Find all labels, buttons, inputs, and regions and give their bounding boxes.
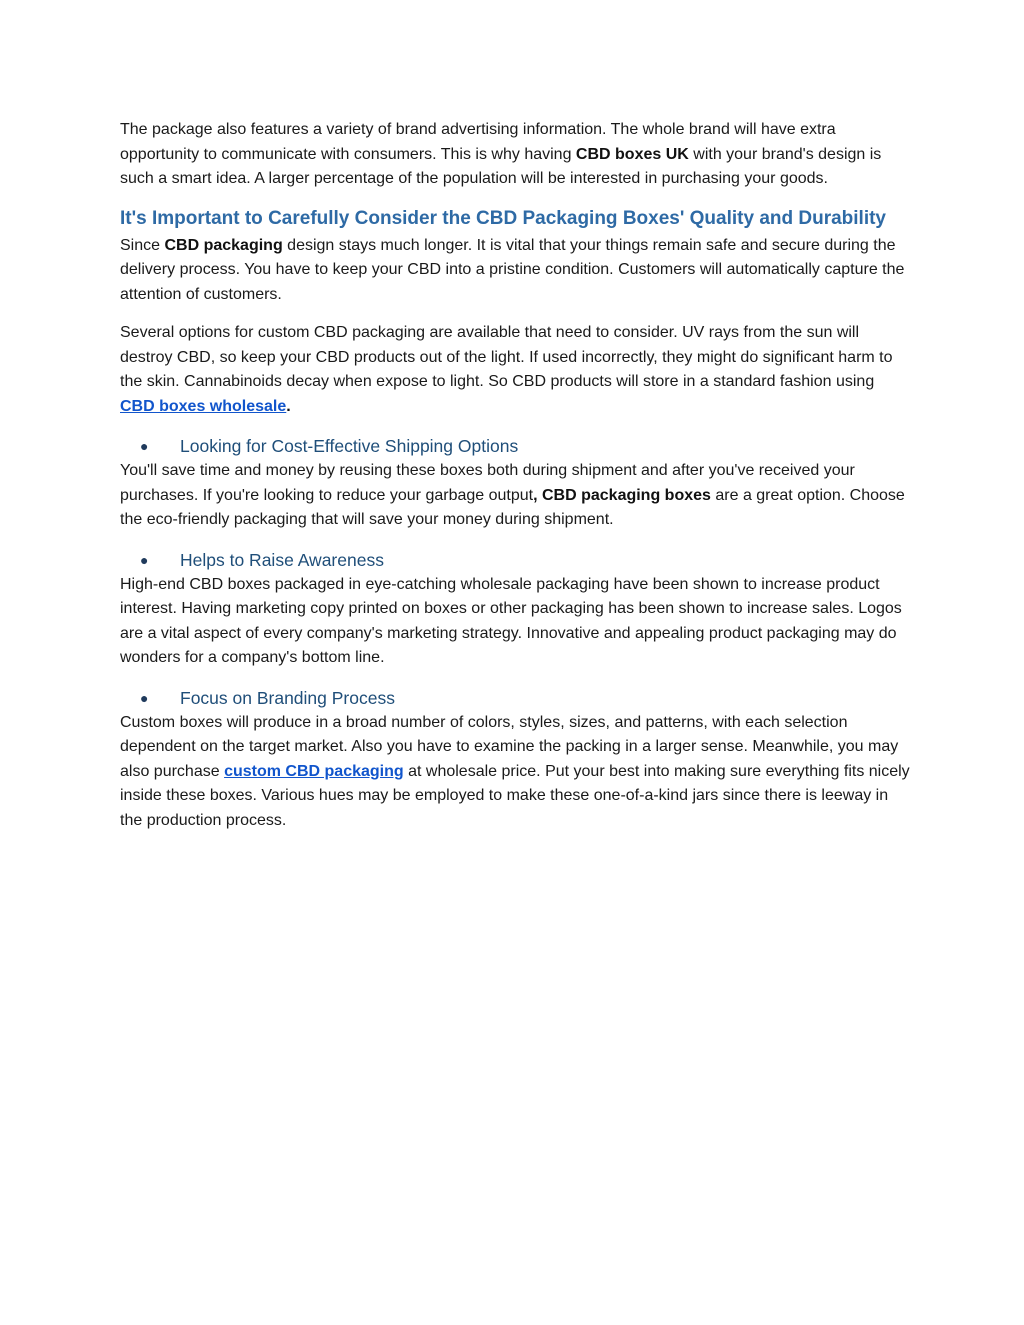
section-heading: It's Important to Carefully Consider the CBD Packaging Boxes' Quality and Durability: [120, 207, 887, 229]
bold-term: CBD boxes UK: [575, 145, 689, 163]
bullet-title: Looking for Cost-Effective Shipping Options: [180, 436, 519, 456]
bullet-title: Focus on Branding Process: [180, 687, 395, 708]
awareness-paragraph: High-end CBD boxes packaged in eye-catching wholesale packaging have been shown to increase product interest. Having marketing copy printed on boxes or other packaging has been shown to increase sales. Logos are a vital aspect of every company's marketing strategy. Innovative and appealing product packaging may do wonders for a company's bottom line.: [120, 575, 902, 666]
bullet-icon: ●: [140, 551, 149, 568]
shipping-paragraph: You'll save time and money by reusing these boxes both during shipment and after you've received your purchases. If you're looking to reduce your garbage output, CBD packaging boxes are a great option. Choose the eco-friendly packaging that will save your money during shipment.: [120, 462, 905, 528]
bold-term: , CBD packaging boxes: [533, 486, 711, 504]
document-page: [120, 118, 910, 833]
bold-term: CBD packaging: [164, 236, 283, 254]
branding-paragraph: Custom boxes will produce in a broad number of colors, styles, sizes, and patterns, with each selection dependent on the target market. Also you have to examine the packing in a larger sense. Meanwhile, you may also purchase custom CBD packaging at wholesale price. Put your best into making sure everything fits nicely inside these boxes. Various hues may be employed to make these one-of-a-kind jars since there is leeway in the production process.: [120, 713, 910, 829]
bullet-icon: ●: [140, 438, 149, 454]
bullet-heading-shipping: [120, 433, 910, 459]
cbd-boxes-wholesale-link[interactable]: CBD boxes wholesale: [120, 397, 287, 415]
bullet-heading-branding: [120, 685, 910, 711]
options-paragraph: Several options for custom CBD packaging are available that need to consider. UV rays from the sun will destroy CBD, so keep your CBD products out of the light. If used incorrectly, they might do significant harm to the skin. Cannabinoids decay when expose to light. So CBD products will store in a standard fashion using CBD boxes wholesale.: [120, 324, 893, 415]
bullet-title: Helps to Raise Awareness: [180, 549, 384, 570]
intro-paragraph: The package also features a variety of brand advertising information. The whole brand will have extra opportunity to communicate with consumers. This is why having CBD boxes UK with your brand's design is such a smart idea. A larger percentage of the population will be interested in purchasing your goods.: [120, 121, 882, 187]
quality-paragraph: Since CBD packaging design stays much longer. It is vital that your things remain safe and secure during the delivery process. You have to keep your CBD into a pristine condition. Customers will automatically capture the attention of customers.: [120, 236, 905, 303]
custom-cbd-packaging-link[interactable]: custom CBD packaging: [224, 762, 404, 780]
bullet-icon: ●: [140, 689, 149, 706]
bullet-heading-awareness: [120, 547, 910, 573]
